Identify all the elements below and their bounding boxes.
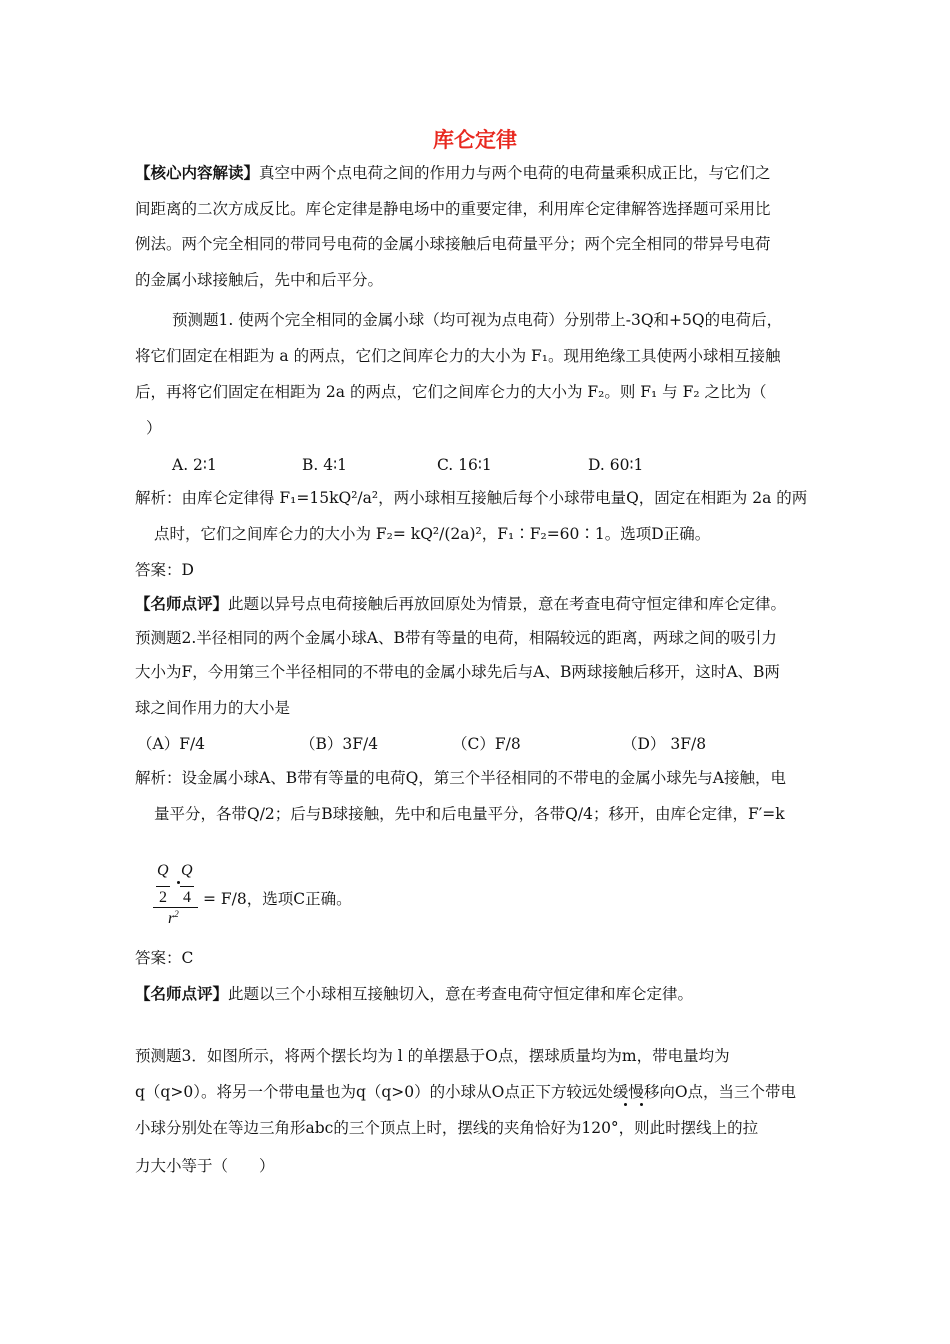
q2-option-a: （A）F/4: [137, 735, 206, 753]
q2-analysis-1: 解析：设金属小球A、B带有等量的电荷Q，第三个半径相同的不带电的金属小球先与A接触，电: [135, 769, 786, 787]
intro-text-1: 真空中两个点电荷之间的作用力与两个电荷的电荷量乘积成正比，与它们之: [259, 164, 771, 182]
q2-line-2: 大小为F，今用第三个半径相同的不带电的金属小球先后与A、B两球接触后移开，这时A、B两: [135, 663, 780, 681]
q2-comment: [135, 984, 693, 1004]
q2-comment-label: 【名师点评】: [135, 984, 229, 1003]
q2-option-c: （C）F/8: [452, 735, 521, 753]
q1-option-c: C. 16∶1: [437, 456, 492, 474]
q1-comment-label: 【名师点评】: [135, 594, 229, 613]
q1-option-d: D. 60∶1: [588, 456, 644, 474]
q3-line-4: 力大小等于（ ）: [135, 1157, 275, 1175]
q1-line-1: 预测题1. 使两个完全相同的金属小球（均可视为点电荷）分别带上-3Q和+5Q的电荷后，: [172, 311, 783, 329]
q3-line-2: q（q>0）。将另一个带电量也为q（q>0）的小球从O点正下方较远处缓慢移向O点，当三个带电: [135, 1083, 797, 1101]
q2-line-1: 预测题2.半径相同的两个金属小球A、B带有等量的电荷，相隔较远的距离，两球之间的吸引力: [135, 629, 777, 647]
formula-sub-bar-1: [156, 886, 170, 887]
q1-comment: [135, 594, 786, 614]
q1-option-b: B. 4∶1: [302, 456, 348, 474]
intro-label: 【核心内容解读】: [135, 163, 260, 182]
q3-line-3: 小球分别处在等边三角形abc的三个顶点上时，摆线的夹角恰好为120°，则此时摆线上的拉: [135, 1119, 759, 1137]
q1-line-4: ）: [146, 419, 162, 437]
q3-line-1: 预测题3．如图所示，将两个摆长均为 l 的单摆悬于O点，摆球质量均为m，带电量均为: [135, 1047, 730, 1065]
q1-analysis-1: 解析：由库仑定律得 F₁=15kQ²/a²，两小球相互接触后每个小球带电量Q，固定在相距为 2a 的两: [135, 489, 808, 507]
q1-comment-text: 此题以异号点电荷接触后再放回原处为情景，意在考查电荷守恒定律和库仑定律。: [228, 595, 787, 613]
q1-analysis-2: 点时，它们之间库仑力的大小为 F₂= kQ²/(2a)²，F₁∶F₂=60∶1。选项D正确。: [154, 525, 711, 543]
formula-numerator-2: Q: [181, 862, 193, 879]
formula-r: r: [168, 910, 175, 927]
emphasis-dot-1: [624, 1103, 627, 1106]
formula-sub-bar-2: [180, 886, 194, 887]
q1-line-2: 将它们固定在相距为 a 的两点，它们之间库仑力的大小为 F₁。现用绝缘工具使两小球相互接触: [135, 347, 781, 365]
formula-dot: [177, 881, 180, 884]
intro-line-1: [135, 163, 771, 183]
intro-line-2: 间距离的二次方成反比。库仑定律是静电场中的重要定律，利用库仑定律解答选择题可采用比: [135, 200, 771, 218]
q2-answer: 答案：C: [135, 949, 194, 967]
formula-numerator-1: Q: [157, 862, 169, 879]
intro-line-4: 的金属小球接触后，先中和后平分。: [135, 271, 384, 289]
formula-denominator-2: 4: [183, 889, 191, 906]
page-title: 库仑定律: [433, 128, 517, 152]
q2-option-d: （D） 3F/8: [622, 735, 707, 753]
q2-line-3: 球之间作用力的大小是: [135, 699, 291, 717]
q2-comment-text: 此题以三个小球相互接触切入，意在考查电荷守恒定律和库仑定律。: [228, 985, 694, 1003]
formula-main-bar: [153, 907, 198, 908]
emphasis-dot-2: [640, 1103, 643, 1106]
intro-line-3: 例法。两个完全相同的带同号电荷的金属小球接触后电荷量平分；两个完全相同的带异号电荷: [135, 235, 771, 253]
q2-formula-tail: = F/8，选项C正确。: [203, 890, 352, 908]
q1-option-a: A. 2∶1: [172, 456, 217, 474]
q2-option-b: （B）3F/4: [300, 735, 379, 753]
q1-line-3: 后，再将它们固定在相距为 2a 的两点，它们之间库仑力的大小为 F₂。则 F₁ 与 F₂ 之比为（: [135, 383, 767, 401]
q1-answer: 答案：D: [135, 561, 194, 579]
formula-exponent: 2: [174, 909, 179, 919]
q2-analysis-2: 量平分，各带Q/2；后与B球接触，先中和后电量平分，各带Q/4；移开，由库仑定律，F′=k: [154, 805, 785, 823]
formula-denominator-1: 2: [159, 889, 167, 906]
formula-denominator-r: [168, 910, 179, 928]
